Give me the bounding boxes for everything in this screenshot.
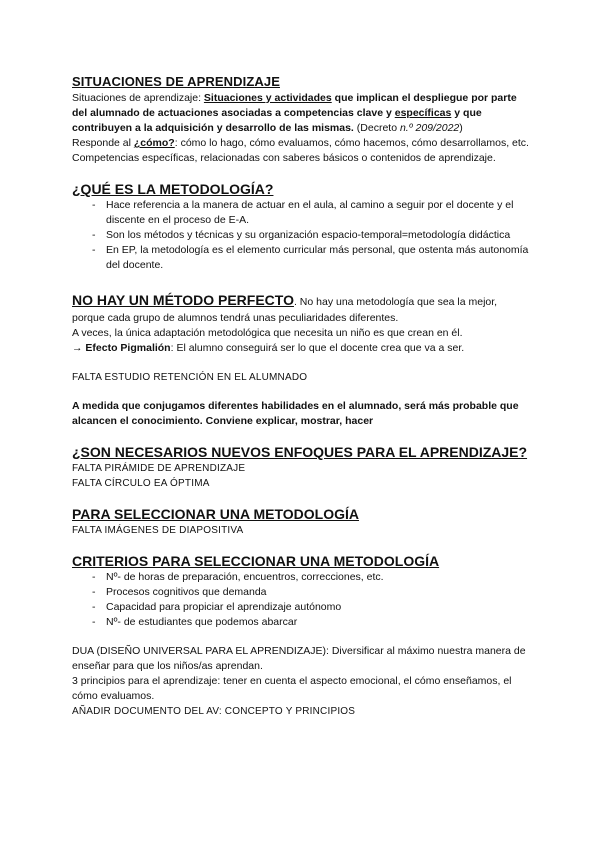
text: . No hay una metodología que sea la mejor, porque cada grupo de alumnos tendrá unas peculiaridades diferentes. [72,296,498,324]
note-retencion: FALTA ESTUDIO RETENCIÓN EN EL ALUMNADO [72,372,308,383]
paragraph-no-metodo [72,291,532,326]
text: : El alumno conseguirá ser lo que el docente crea que va a ser. [170,342,465,354]
paragraph-competencias: Competencias específicas, relacionadas con saberes básicos o contenidos de aprendizaje. [72,152,496,164]
criterios-list [72,570,532,630]
list-item: - Nº- de estudiantes que podemos abarcar [72,615,532,630]
note-piramide: FALTA PIRÁMIDE DE APRENDIZAJE [72,463,246,474]
list-item: - Procesos cognitivos que demanda [72,585,532,600]
heading-situaciones: SITUACIONES DE APRENDIZAJE [72,74,280,89]
text: (Decreto [353,122,400,134]
arrow-icon: → [72,342,86,354]
text: Responde al [72,137,134,149]
text-bold: Efecto Pigmalión [85,342,171,354]
paragraph-dua: DUA (DISEÑO UNIVERSAL PARA EL APRENDIZAJE): Diversificar al máximo nuestra manera de enseñar para que los niños/as aprendan. [72,645,526,672]
paragraph-principios: 3 principios para el aprendizaje: tener en cuenta el aspecto emocional, el cómo enseñamos, el cómo evaluamos. [72,675,512,702]
paragraph-adaptacion: A veces, la única adaptación metodológica que necesita un niño es que crean en él. [72,327,463,339]
note-imagenes: FALTA IMÁGENES DE DIAPOSITIVA [72,525,244,536]
document-content [72,73,532,719]
text-bold-underline: ¿cómo? [133,137,175,149]
text-bold-underline: específicas [394,107,452,119]
metodologia-list [72,198,532,273]
text-bold: que implican el despliegue por parte del alumnado de actuaciones asociadas a competencias clave y [72,92,517,119]
heading-criterios: CRITERIOS PARA SELECCIONAR UNA METODOLOGÍA [72,553,440,569]
note-anadir-documento: AÑADIR DOCUMENTO DEL AV: CONCEPTO Y PRINCIPIOS [72,706,356,717]
paragraph-como [72,136,532,151]
text-bold-underline: Situaciones y actividades [203,92,332,104]
heading-nuevos-enfoques: ¿SON NECESARIOS NUEVOS ENFOQUES PARA EL APRENDIZAJE? [72,444,528,460]
text-bold: y que contribuyen a la adquisición y desarrollo de las mismas. [72,107,482,134]
note-circulo: FALTA CÍRCULO EA ÓPTIMA [72,478,210,489]
text: Situaciones de aprendizaje: [72,92,204,104]
list-item: - Hace referencia a la manera de actuar en el aula, al camino a seguir por el docente y el discente en el proceso de E-A. [72,198,532,228]
text: ) [459,122,463,134]
text-italic: n.º 209/2022 [399,122,460,134]
list-item: - Capacidad para propiciar el aprendizaje autónomo [72,600,532,615]
list-item: - Son los métodos y técnicas y su organización espacio-temporal=metodología didáctica [72,228,532,243]
list-item: - Nº- de horas de preparación, encuentros, correcciones, etc. [72,570,532,585]
heading-no-metodo: NO HAY UN MÉTODO PERFECTO [72,292,294,308]
paragraph-pigmalion [72,341,532,356]
list-item: - En EP, la metodología es el elemento curricular más personal, que ostenta más autonomía del docente. [72,243,532,273]
paragraph-conjugamos: A medida que conjugamos diferentes habilidades en el alumnado, será más probable que alcancen el conocimiento. Conviene explicar, mostrar, hacer [72,400,519,427]
text: : cómo lo hago, cómo evaluamos, cómo hacemos, cómo desarrollamos, etc. [174,137,529,149]
heading-seleccionar: PARA SELECCIONAR UNA METODOLOGÍA [72,506,360,522]
heading-metodologia: ¿QUÉ ES LA METODOLOGÍA? [72,181,274,197]
paragraph-definition [72,91,532,136]
